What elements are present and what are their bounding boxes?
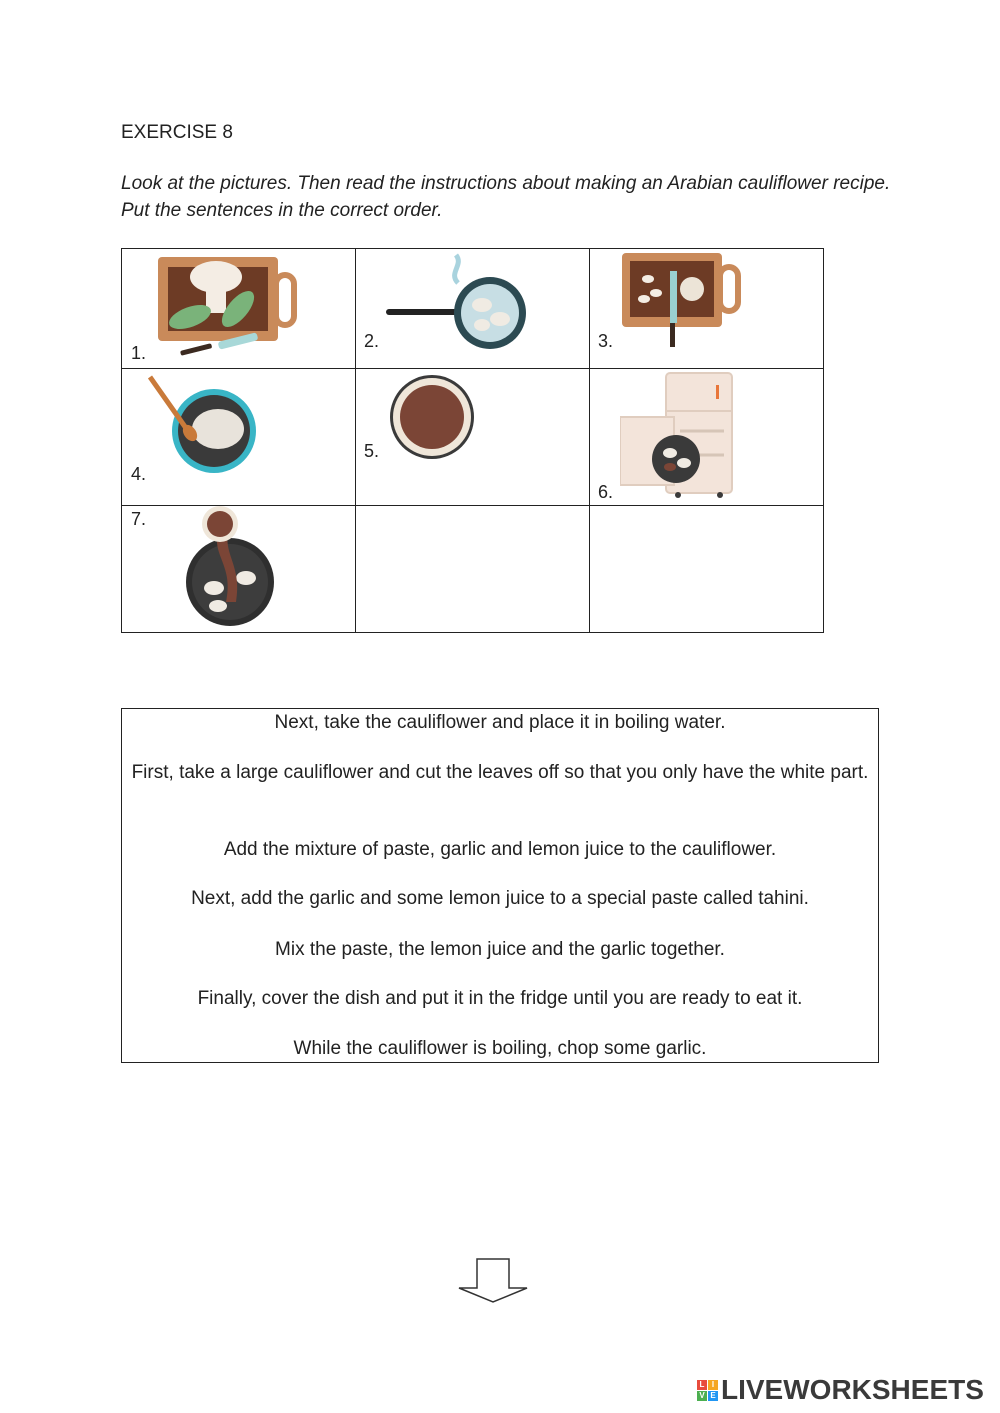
- picture-grid: [121, 248, 824, 633]
- sentence-5[interactable]: Mix the paste, the lemon juice and the garlic together.: [275, 939, 725, 960]
- picture-number-2: 2.: [364, 331, 380, 351]
- chopping-garlic-board-icon: [622, 251, 746, 349]
- sentence-2[interactable]: First, take a large cauliflower and cut the leaves off so that you only have the white part.: [131, 762, 869, 783]
- brand-name: LIVEWORKSHEETS: [721, 1374, 984, 1405]
- picture-cell-5: [356, 369, 590, 506]
- picture-cell-3: [590, 249, 824, 369]
- sentence-1[interactable]: Next, take the cauliflower and place it in boiling water.: [274, 712, 726, 733]
- tahini-paste-bowl-icon: [388, 373, 476, 461]
- picture-number-5: 5.: [364, 441, 380, 461]
- logo-tile-e: E: [708, 1391, 718, 1401]
- sentence-6[interactable]: Finally, cover the dish and put it in the fridge until you are ready to eat it.: [197, 988, 803, 1009]
- picture-cell-1: [122, 249, 356, 369]
- empty-cell-9: [590, 506, 824, 633]
- logo-tile-v: V: [697, 1391, 707, 1401]
- picture-number-1: 1.: [131, 343, 147, 363]
- picture-cell-7: [122, 506, 356, 633]
- sentence-box: [121, 708, 879, 1063]
- logo-tile-l: L: [697, 1380, 707, 1390]
- fridge-icon: [620, 371, 736, 501]
- boiling-pan-icon: [386, 253, 526, 351]
- picture-number-6: 6.: [598, 482, 614, 502]
- sentence-4[interactable]: Next, add the garlic and some lemon juice to a special paste called tahini.: [191, 888, 809, 909]
- picture-number-3: 3.: [598, 331, 614, 351]
- sentence-7[interactable]: While the cauliflower is boiling, chop some garlic.: [293, 1038, 707, 1059]
- picture-cell-4: [122, 369, 356, 506]
- down-arrow-icon: [457, 1258, 529, 1304]
- exercise-title: EXERCISE 8: [121, 122, 233, 143]
- picture-cell-6: [590, 369, 824, 506]
- cauliflower-cutting-board-icon: [158, 255, 298, 357]
- empty-cell-8: [356, 506, 590, 633]
- liveworksheets-logo-icon: [697, 1380, 718, 1401]
- exercise-instructions: Look at the pictures. Then read the instructions about making an Arabian cauliflower recipe. Put the sentences in the correct order.: [121, 173, 891, 221]
- logo-tile-i: I: [708, 1380, 718, 1390]
- picture-cell-2: [356, 249, 590, 369]
- pouring-paste-icon: [184, 506, 276, 628]
- sentence-3[interactable]: Add the mixture of paste, garlic and lemon juice to the cauliflower.: [223, 839, 777, 860]
- mixing-bowl-icon: [148, 375, 260, 473]
- picture-number-7: 7.: [131, 509, 147, 529]
- liveworksheets-brand: [697, 1374, 984, 1406]
- picture-number-4: 4.: [131, 464, 147, 484]
